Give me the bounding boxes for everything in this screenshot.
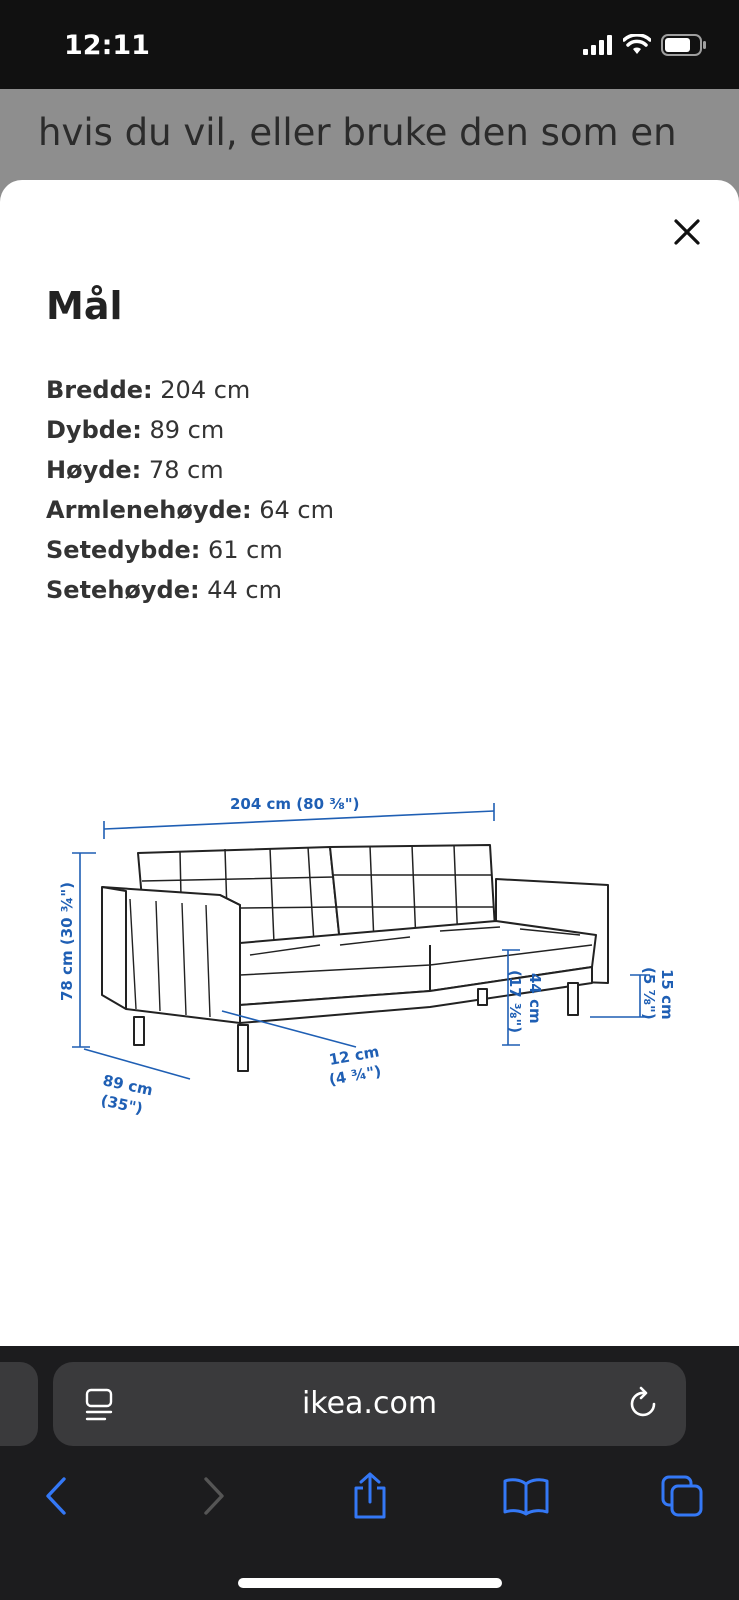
battery-icon — [661, 34, 707, 56]
dimensions-list — [46, 370, 334, 610]
background-text: hvis du vil, eller bruke den som en — [38, 111, 677, 154]
signal-icon — [583, 35, 613, 55]
dimension-label: Setehøyde: — [46, 576, 200, 604]
tabs-button[interactable] — [654, 1468, 710, 1524]
dimension-item — [46, 530, 334, 570]
diagram-label-leg-cm: 12 cm — [327, 1042, 381, 1069]
diagram-label-leg-in: (4 ¾") — [327, 1062, 383, 1089]
dimension-value: 64 cm — [259, 496, 334, 524]
share-button[interactable] — [342, 1468, 398, 1524]
dimension-item — [46, 410, 334, 450]
dimension-value: 204 cm — [160, 376, 251, 404]
dimension-item — [46, 570, 334, 610]
diagram-label-seat-cm: 44 cm — [526, 973, 544, 1024]
tabs-icon — [660, 1474, 704, 1518]
dimension-label: Setedybde: — [46, 536, 201, 564]
bookmarks-button[interactable] — [498, 1468, 554, 1524]
address-bar[interactable] — [53, 1362, 686, 1446]
status-icons — [583, 34, 707, 56]
chevron-right-icon — [200, 1476, 228, 1516]
wifi-icon — [623, 34, 651, 56]
reload-icon[interactable] — [628, 1386, 660, 1420]
dimension-value: 44 cm — [207, 576, 282, 604]
diagram-label-depth-cm: 89 cm — [101, 1071, 155, 1100]
dimension-value: 61 cm — [208, 536, 283, 564]
dimension-label: Bredde: — [46, 376, 153, 404]
dimension-label: Høyde: — [46, 456, 142, 484]
diagram-label-seat-in: (17 ⅜") — [506, 970, 524, 1034]
dimension-value: 89 cm — [149, 416, 225, 444]
status-bar — [0, 0, 739, 89]
dimension-item — [46, 490, 334, 530]
diagram-label-clear-cm: 15 cm — [658, 969, 676, 1020]
dimension-value: 78 cm — [148, 456, 224, 484]
url-text[interactable]: ikea.com — [301, 1386, 438, 1421]
sheet-title: Mål — [46, 284, 123, 328]
sofa-dimension-diagram — [50, 795, 690, 1155]
browser-toolbar — [0, 1468, 739, 1538]
sofa-illustration — [102, 845, 608, 1071]
diagram-label-clear-in: (5 ⅞") — [640, 967, 658, 1020]
dimension-label: Dybde: — [46, 416, 142, 444]
chevron-left-icon — [42, 1476, 70, 1516]
diagram-label-depth-in: (35") — [99, 1091, 145, 1118]
close-icon — [673, 218, 701, 246]
diagram-label-width: 204 cm (80 ⅜") — [230, 795, 360, 813]
back-button[interactable] — [28, 1468, 84, 1524]
dimension-item — [46, 370, 334, 410]
dimensions-sheet — [0, 180, 739, 1346]
diagram-label-height: 78 cm (30 ¾") — [58, 882, 76, 1001]
home-indicator — [238, 1578, 502, 1588]
share-icon — [350, 1472, 390, 1520]
status-time: 12:11 — [64, 30, 150, 61]
browser-bottom-bar — [0, 1346, 739, 1600]
book-icon — [502, 1476, 550, 1516]
close-button[interactable] — [665, 210, 709, 254]
dimension-label: Armlenehøyde: — [46, 496, 252, 524]
dimension-item — [46, 450, 334, 490]
previous-tab-peek[interactable] — [0, 1362, 38, 1446]
forward-button[interactable] — [186, 1468, 242, 1524]
